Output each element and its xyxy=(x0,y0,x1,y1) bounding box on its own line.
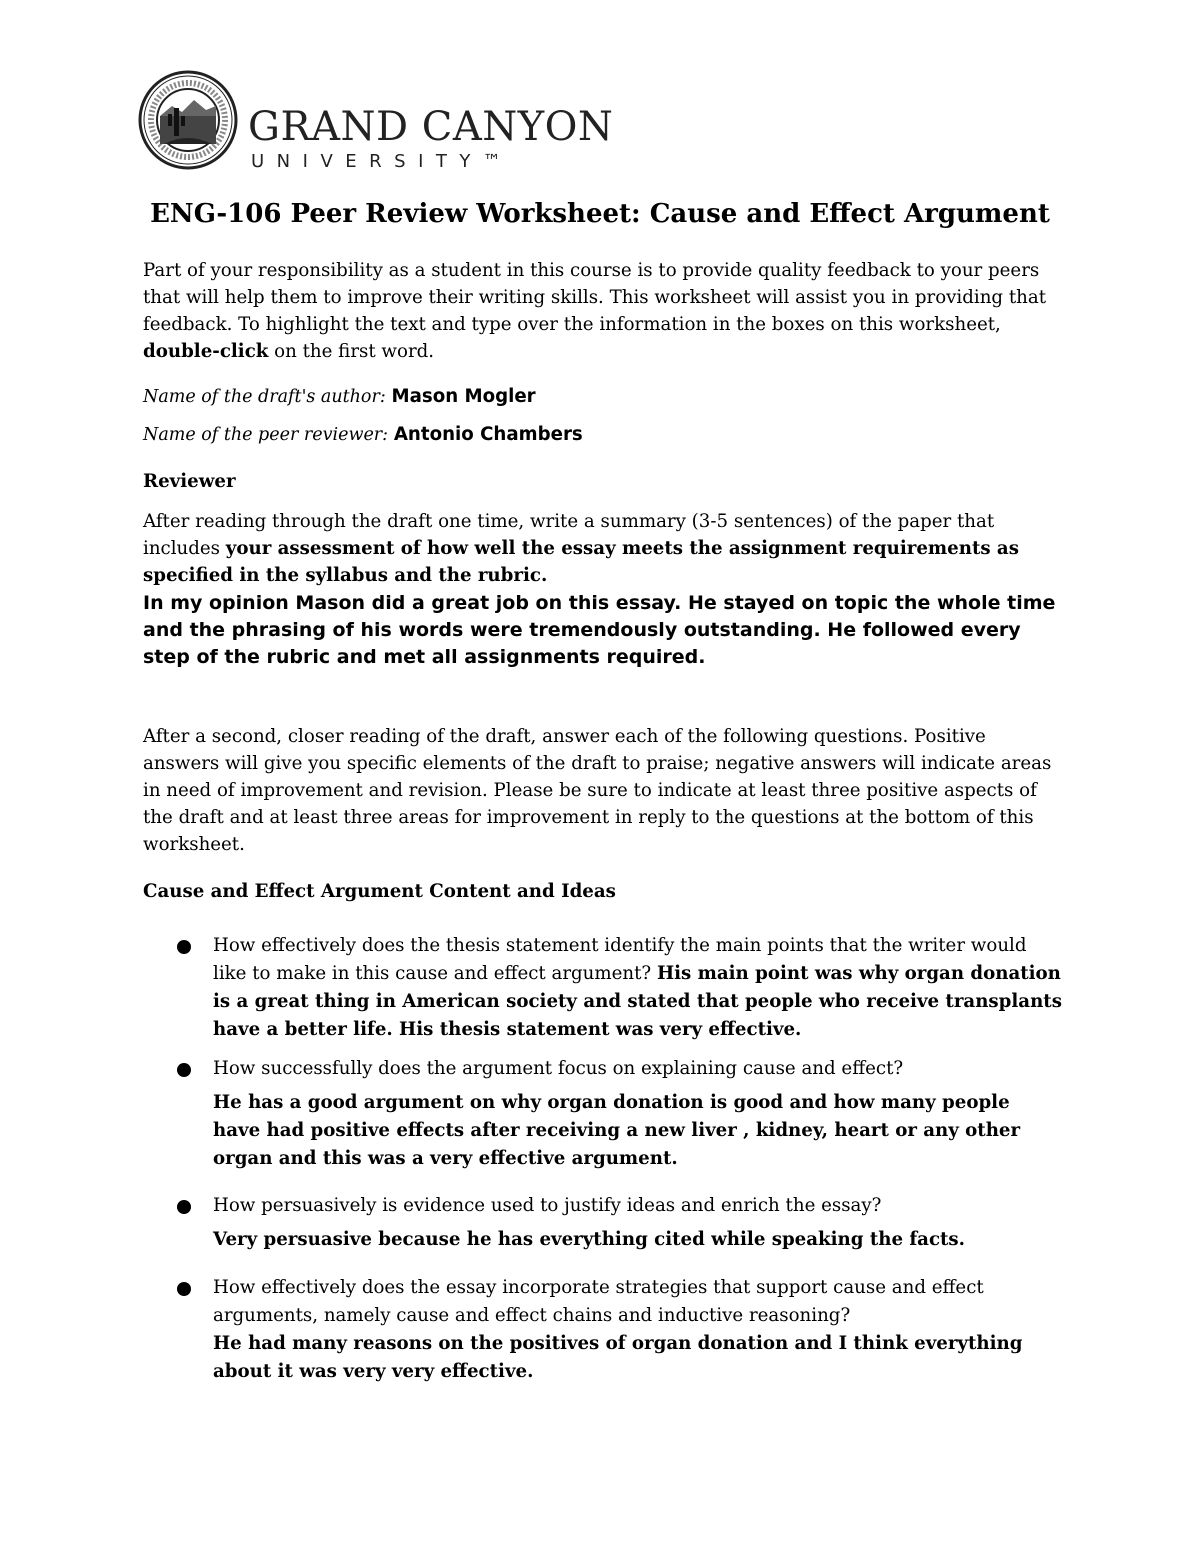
question-item xyxy=(143,1055,1063,1173)
university-wordmark xyxy=(248,105,613,172)
bullet-icon xyxy=(177,1200,191,1214)
intro-bold: double-click xyxy=(143,341,269,362)
summary-answer-field[interactable]: In my opinion Mason did a great job on this essay. He stayed on topic the whole time and the phrasing of his words were tremendously outstanding. He followed every step of the rubric and met all assignments required. xyxy=(143,592,1056,668)
question-item xyxy=(143,1274,1063,1386)
question-text: How effectively does the thesis statement identify the main points that the writer would like to make in this cause and effect argument? His main point was why organ donation is a great thing in American society and stated that people who receive transplants have a better life. His thesis statement was very effective. xyxy=(213,935,1062,1040)
answer-field[interactable]: Very persuasive because he has everything cited while speaking the facts. xyxy=(213,1229,966,1250)
content-heading: Cause and Effect Argument Content and Ideas xyxy=(143,881,616,902)
reviewer-label: Name of the peer reviewer: xyxy=(143,425,389,445)
university-seal-icon xyxy=(138,70,238,170)
summary-text: After reading through the draft one time, write a summary (3-5 sentences) of the paper that includes xyxy=(143,511,995,559)
reviewer-row xyxy=(143,421,1063,449)
second-reading-paragraph: After a second, closer reading of the draft, answer each of the following questions. Positive answers will give you specific elements of the draft to praise; negative answers will indicate areas in need of improvement and revision. Please be sure to indicate at least three positive aspects of the draft and at least three areas for improvement in reply to the questions at the bottom of this worksheet. xyxy=(143,726,1052,855)
bullet-icon xyxy=(177,1063,191,1077)
question-text: How effectively does the essay incorporate strategies that support cause and effect arguments, namely cause and effect chains and inductive reasoning? xyxy=(213,1277,984,1326)
author-row xyxy=(143,383,1063,411)
bullet-icon xyxy=(177,1282,191,1296)
question-item xyxy=(143,932,1063,1044)
intro-tail: on the first word. xyxy=(268,341,435,362)
question-item xyxy=(143,1192,1063,1254)
answer-field[interactable]: He had many reasons on the positives of organ donation and I think everything about it was very very effective. xyxy=(213,1333,1023,1382)
answer-field[interactable]: His main point was why organ donation is a great thing in American society and stated that people who receive transplants have a better life. His thesis statement was very effective. xyxy=(213,963,1062,1040)
bullet-icon xyxy=(177,940,191,954)
wordmark-main: GRAND CANYON xyxy=(248,104,614,150)
page-title: ENG-106 Peer Review Worksheet: Cause and Effect Argument xyxy=(150,199,1050,229)
intro-paragraph xyxy=(143,257,1063,365)
author-field[interactable]: Mason Mogler xyxy=(391,386,536,407)
reviewer-heading: Reviewer xyxy=(143,471,236,492)
wordmark-sub: UNIVERSITY™ xyxy=(251,151,514,172)
reviewer-field[interactable]: Antonio Chambers xyxy=(393,424,583,445)
summary-prompt xyxy=(143,508,1063,589)
answer-field[interactable]: He has a good argument on why organ donation is good and how many people have had positive effects after receiving a new liver , kidney, heart or any other organ and this was a very effective argument. xyxy=(213,1092,1021,1169)
question-text: How successfully does the argument focus on explaining cause and effect? xyxy=(213,1058,904,1079)
question-text: How persuasively is evidence used to justify ideas and enrich the essay? xyxy=(213,1195,882,1216)
author-label: Name of the draft's author: xyxy=(143,387,386,407)
summary-bold: your assessment of how well the essay meets the assignment requirements as specified in the syllabus and the rubric. xyxy=(143,538,1019,586)
university-logo xyxy=(138,70,614,172)
intro-text: Part of your responsibility as a student in this course is to provide quality feedback to your peers that will help them to improve their writing skills. This worksheet will assist you in providing that feedback. To highlight the text and type over the information in the boxes on this worksheet, xyxy=(143,260,1047,335)
